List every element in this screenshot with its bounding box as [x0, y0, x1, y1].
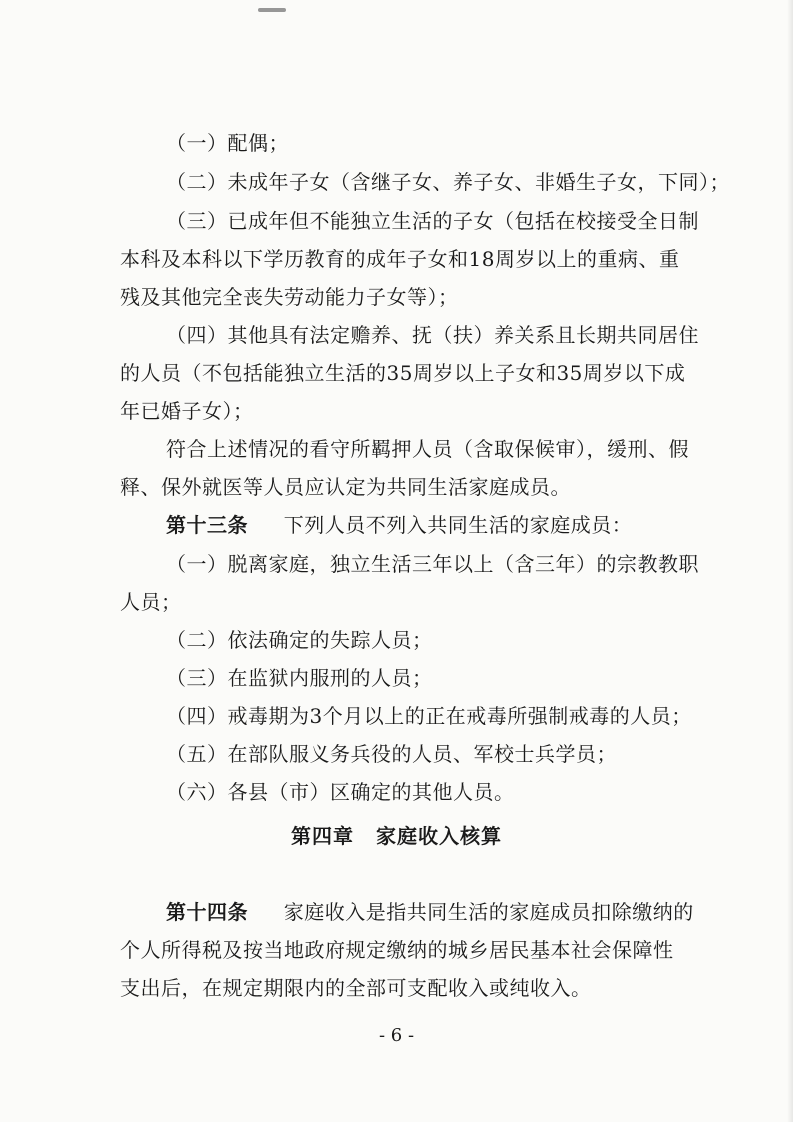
paragraph-line: 符合上述情况的看守所羁押人员（含取保候审），缓刑、假: [166, 437, 689, 461]
article-14-label: 第十四条: [166, 900, 248, 924]
paragraph-line: 残及其他完全丧失劳动能力子女等）；: [120, 285, 459, 309]
scan-edge-shadow: [787, 0, 793, 1122]
paragraph-line: 的人员（不包括能独立生活的35周岁以上子女和35周岁以下成: [120, 361, 686, 385]
paragraph-line: （四）其他具有法定赡养、抚（扶）养关系且长期共同居住: [166, 323, 699, 347]
list-item: 人员；: [120, 590, 182, 614]
chapter-heading: [0, 822, 793, 850]
list-item: （五）在部队服义务兵役的人员、军校士兵学员；: [166, 742, 617, 766]
list-item: （三）在监狱内服刑的人员；: [166, 666, 433, 690]
chapter-number: 第四章: [291, 824, 354, 848]
paragraph-line: 释、保外就医等人员应认定为共同生活家庭成员。: [120, 475, 571, 499]
article-13-label: 第十三条: [166, 513, 248, 537]
scan-mark: [258, 8, 286, 12]
article-14-text: 家庭收入是指共同生活的家庭成员扣除缴纳的: [283, 900, 694, 924]
paragraph-line: 本科及本科以下学历教育的成年子女和18周岁以上的重病、重: [120, 247, 680, 271]
paragraph-line: （二）未成年子女（含继子女、养子女、非婚生子女，下同）；: [166, 170, 730, 194]
list-item: （六）各县（市）区确定的其他人员。: [166, 780, 515, 804]
list-item: （一）脱离家庭，独立生活三年以上（含三年）的宗教教职: [166, 552, 699, 576]
paragraph-line: （一）配偶；: [166, 131, 289, 155]
paragraph-line: 个人所得税及按当地政府规定缴纳的城乡居民基本社会保障性: [120, 938, 674, 962]
paragraph-line: 支出后，在规定期限内的全部可支配收入或纯收入。: [120, 976, 592, 1000]
page-number: - 6 -: [378, 1025, 415, 1046]
list-item: （二）依法确定的失踪人员；: [166, 628, 433, 652]
paragraph-line: （三）已成年但不能独立生活的子女（包括在校接受全日制: [166, 209, 699, 233]
list-item: （四）戒毒期为3个月以上的正在戒毒所强制戒毒的人员；: [166, 704, 692, 728]
article-13-heading: [166, 511, 632, 539]
article-13-text: 下列人员不列入共同生活的家庭成员：: [283, 513, 633, 537]
article-14-heading: [166, 898, 694, 926]
paragraph-line: 年已婚子女）；: [120, 399, 254, 423]
chapter-title: 家庭收入核算: [376, 824, 502, 848]
